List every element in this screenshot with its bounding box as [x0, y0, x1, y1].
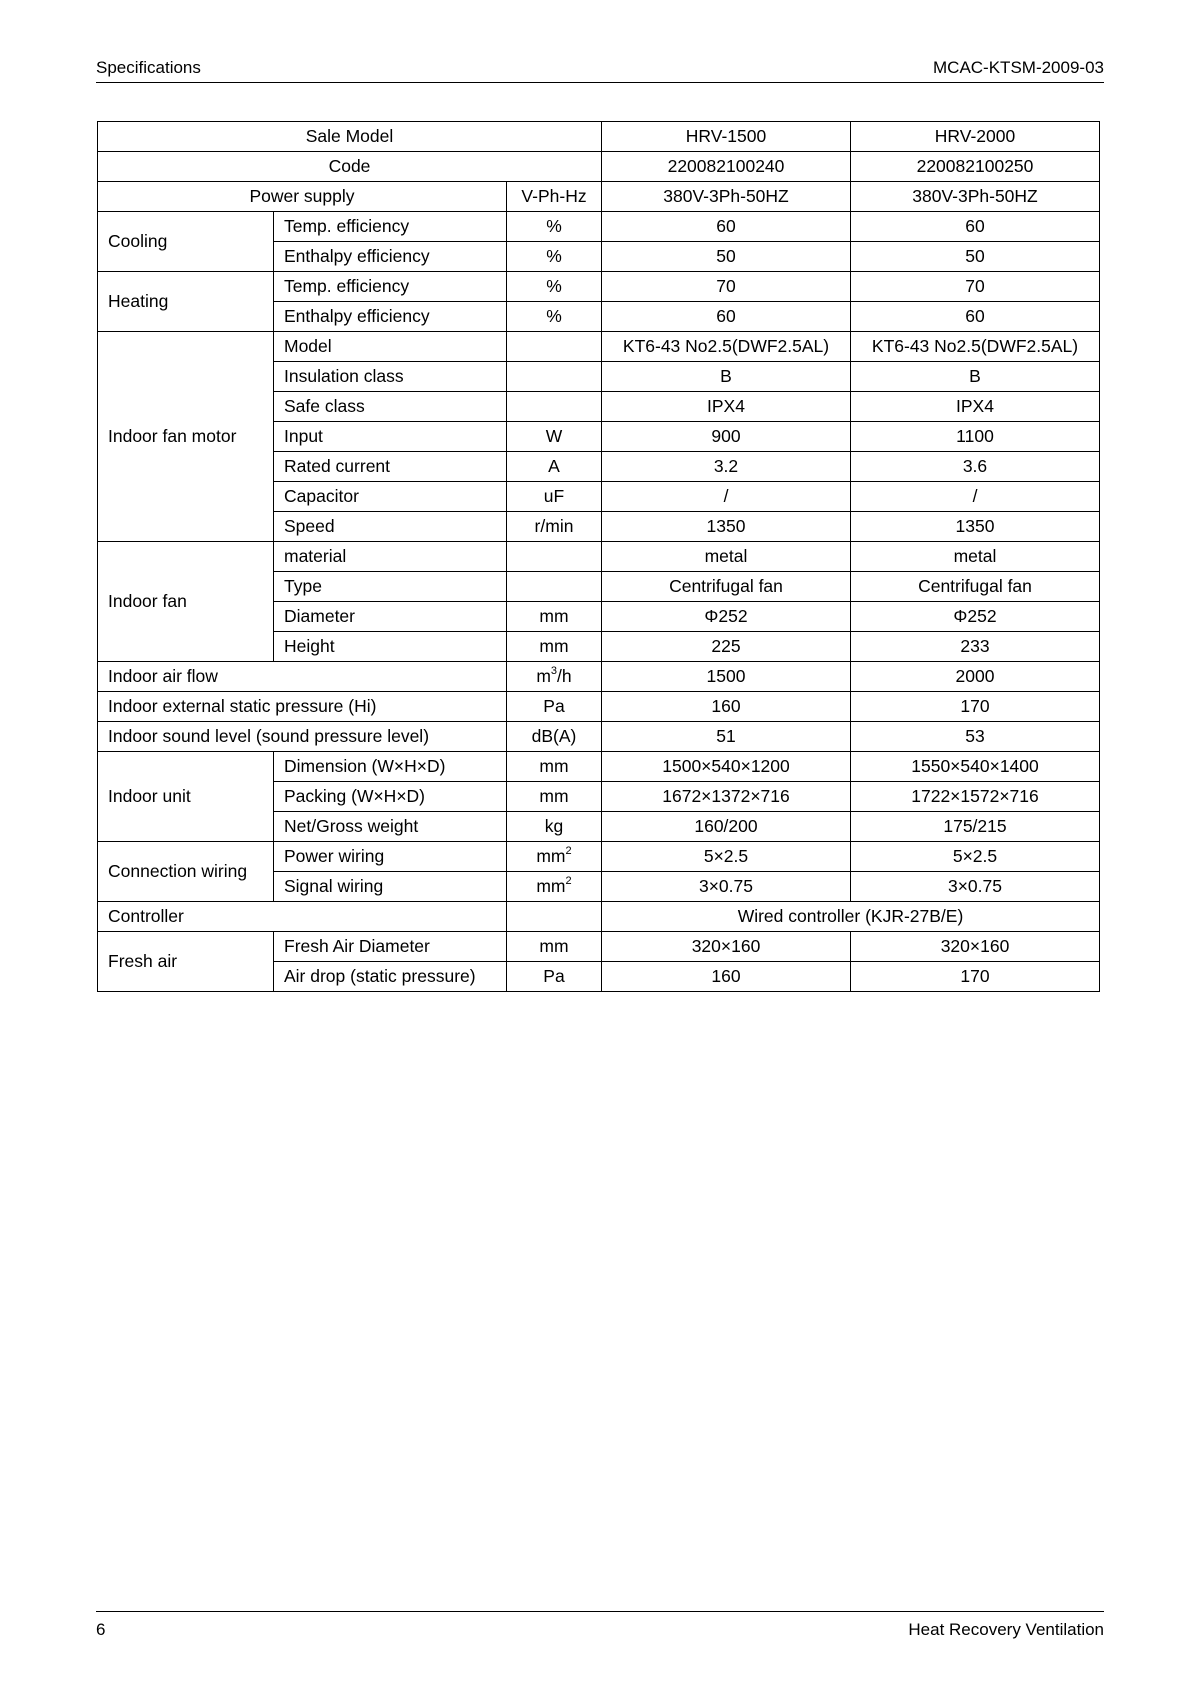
- value-cell: 233: [851, 632, 1100, 662]
- value-cell: 3×0.75: [602, 872, 851, 902]
- param-cell: Input: [274, 422, 507, 452]
- value-cell: 1350: [851, 512, 1100, 542]
- group-label-indoor-fan: Indoor fan: [98, 542, 274, 662]
- sale-model-label: Sale Model: [98, 122, 602, 152]
- unit-cell: [507, 392, 602, 422]
- param-cell: Temp. efficiency: [274, 212, 507, 242]
- table-row: [98, 932, 1100, 962]
- param-cell: Safe class: [274, 392, 507, 422]
- param-cell: Enthalpy efficiency: [274, 242, 507, 272]
- table-row: [98, 842, 1100, 872]
- controller-label: Controller: [98, 902, 507, 932]
- unit-cell: mm: [507, 932, 602, 962]
- group-label-heating: Heating: [98, 272, 274, 332]
- unit-cell: V-Ph-Hz: [507, 182, 602, 212]
- unit-cell: [507, 572, 602, 602]
- value-cell: 60: [602, 302, 851, 332]
- value-cell: 1350: [602, 512, 851, 542]
- value-cell: 51: [602, 722, 851, 752]
- table-row: [98, 152, 1100, 182]
- value-cell: 3.6: [851, 452, 1100, 482]
- sound-level-label: Indoor sound level (sound pressure level): [98, 722, 507, 752]
- unit-cell: W: [507, 422, 602, 452]
- value-cell: 1100: [851, 422, 1100, 452]
- value-cell: /: [602, 482, 851, 512]
- value-cell: 170: [851, 962, 1100, 992]
- unit-cell: mm: [507, 632, 602, 662]
- param-cell: material: [274, 542, 507, 572]
- code-value: 220082100240: [602, 152, 851, 182]
- unit-cell: [507, 902, 602, 932]
- value-cell: 3×0.75: [851, 872, 1100, 902]
- value-cell: KT6-43 No2.5(DWF2.5AL): [602, 332, 851, 362]
- value-cell: 380V-3Ph-50HZ: [851, 182, 1100, 212]
- param-cell: Insulation class: [274, 362, 507, 392]
- unit-superscript: 2: [565, 845, 572, 857]
- specifications-table: [97, 121, 1100, 992]
- value-cell: 53: [851, 722, 1100, 752]
- value-cell: 1722×1572×716: [851, 782, 1100, 812]
- value-cell: Φ252: [602, 602, 851, 632]
- value-cell: 160/200: [602, 812, 851, 842]
- value-cell: 1550×540×1400: [851, 752, 1100, 782]
- value-cell: 60: [851, 212, 1100, 242]
- value-cell: 2000: [851, 662, 1100, 692]
- unit-cell: mm: [507, 602, 602, 632]
- param-cell: Type: [274, 572, 507, 602]
- header-section-title: Specifications: [96, 58, 201, 77]
- param-cell: Height: [274, 632, 507, 662]
- table-row: [98, 542, 1100, 572]
- table-row: [98, 272, 1100, 302]
- unit-cell: [507, 332, 602, 362]
- table-row: [98, 182, 1100, 212]
- static-pressure-label: Indoor external static pressure (Hi): [98, 692, 507, 722]
- air-flow-label: Indoor air flow: [98, 662, 507, 692]
- value-cell: 70: [602, 272, 851, 302]
- header-doc-code: MCAC-KTSM-2009-03: [933, 58, 1104, 77]
- unit-cell: uF: [507, 482, 602, 512]
- value-cell: /: [851, 482, 1100, 512]
- unit-cell: mm: [507, 782, 602, 812]
- value-cell: 900: [602, 422, 851, 452]
- table-row: [98, 122, 1100, 152]
- param-cell: Net/Gross weight: [274, 812, 507, 842]
- value-cell: KT6-43 No2.5(DWF2.5AL): [851, 332, 1100, 362]
- unit-tail: /h: [557, 666, 572, 686]
- unit-cell: %: [507, 242, 602, 272]
- unit-base: mm: [536, 876, 566, 896]
- power-supply-label: Power supply: [98, 182, 507, 212]
- page-header: [96, 56, 1104, 83]
- table-row: [98, 752, 1100, 782]
- value-cell: 160: [602, 962, 851, 992]
- value-cell: 1672×1372×716: [602, 782, 851, 812]
- table-row: [98, 722, 1100, 752]
- value-cell: 170: [851, 692, 1100, 722]
- table-row: [98, 332, 1100, 362]
- footer-doc-title: Heat Recovery Ventilation: [908, 1620, 1104, 1639]
- param-cell: Model: [274, 332, 507, 362]
- table-row: [98, 902, 1100, 932]
- unit-cell: [507, 362, 602, 392]
- controller-value: Wired controller (KJR-27B/E): [602, 902, 1100, 932]
- param-cell: Fresh Air Diameter: [274, 932, 507, 962]
- group-label-indoor-fan-motor: Indoor fan motor: [98, 332, 274, 542]
- value-cell: B: [851, 362, 1100, 392]
- param-cell: Packing (W×H×D): [274, 782, 507, 812]
- value-cell: 70: [851, 272, 1100, 302]
- unit-cell: [507, 542, 602, 572]
- param-cell: Power wiring: [274, 842, 507, 872]
- unit-cell: %: [507, 272, 602, 302]
- param-cell: Air drop (static pressure): [274, 962, 507, 992]
- model-hrv-1500: HRV-1500: [602, 122, 851, 152]
- value-cell: 5×2.5: [602, 842, 851, 872]
- unit-cell: A: [507, 452, 602, 482]
- unit-cell: mm: [507, 752, 602, 782]
- value-cell: IPX4: [602, 392, 851, 422]
- unit-cell: Pa: [507, 962, 602, 992]
- value-cell: Centrifugal fan: [602, 572, 851, 602]
- value-cell: 225: [602, 632, 851, 662]
- param-cell: Capacitor: [274, 482, 507, 512]
- param-cell: Dimension (W×H×D): [274, 752, 507, 782]
- group-label-indoor-unit: Indoor unit: [98, 752, 274, 842]
- unit-cell: r/min: [507, 512, 602, 542]
- value-cell: 50: [851, 242, 1100, 272]
- param-cell: Signal wiring: [274, 872, 507, 902]
- value-cell: 320×160: [602, 932, 851, 962]
- value-cell: IPX4: [851, 392, 1100, 422]
- group-label-connection-wiring: Connection wiring: [98, 842, 274, 902]
- table-row: [98, 692, 1100, 722]
- value-cell: B: [602, 362, 851, 392]
- group-label-cooling: Cooling: [98, 212, 274, 272]
- value-cell: 160: [602, 692, 851, 722]
- value-cell: Φ252: [851, 602, 1100, 632]
- unit-cell: Pa: [507, 692, 602, 722]
- page-footer: [96, 1611, 1104, 1642]
- value-cell: Centrifugal fan: [851, 572, 1100, 602]
- value-cell: 175/215: [851, 812, 1100, 842]
- unit-cell: [507, 872, 602, 902]
- unit-cell: kg: [507, 812, 602, 842]
- unit-cell: %: [507, 212, 602, 242]
- param-cell: Temp. efficiency: [274, 272, 507, 302]
- unit-base: mm: [536, 846, 566, 866]
- unit-superscript: 2: [565, 875, 572, 887]
- value-cell: 320×160: [851, 932, 1100, 962]
- code-value: 220082100250: [851, 152, 1100, 182]
- value-cell: metal: [851, 542, 1100, 572]
- unit-cell: [507, 842, 602, 872]
- table-row: [98, 662, 1100, 692]
- param-cell: Speed: [274, 512, 507, 542]
- model-hrv-2000: HRV-2000: [851, 122, 1100, 152]
- unit-superscript: 3: [550, 665, 558, 677]
- value-cell: 50: [602, 242, 851, 272]
- code-label: Code: [98, 152, 602, 182]
- unit-cell: %: [507, 302, 602, 332]
- param-cell: Rated current: [274, 452, 507, 482]
- value-cell: 1500: [602, 662, 851, 692]
- param-cell: Diameter: [274, 602, 507, 632]
- value-cell: 380V-3Ph-50HZ: [602, 182, 851, 212]
- value-cell: 5×2.5: [851, 842, 1100, 872]
- group-label-fresh-air: Fresh air: [98, 932, 274, 992]
- unit-cell: [507, 662, 602, 692]
- value-cell: metal: [602, 542, 851, 572]
- unit-cell: dB(A): [507, 722, 602, 752]
- page-number: 6: [96, 1620, 106, 1639]
- param-cell: Enthalpy efficiency: [274, 302, 507, 332]
- value-cell: 3.2: [602, 452, 851, 482]
- table-row: [98, 212, 1100, 242]
- value-cell: 60: [602, 212, 851, 242]
- unit-base: m: [536, 666, 551, 686]
- value-cell: 60: [851, 302, 1100, 332]
- value-cell: 1500×540×1200: [602, 752, 851, 782]
